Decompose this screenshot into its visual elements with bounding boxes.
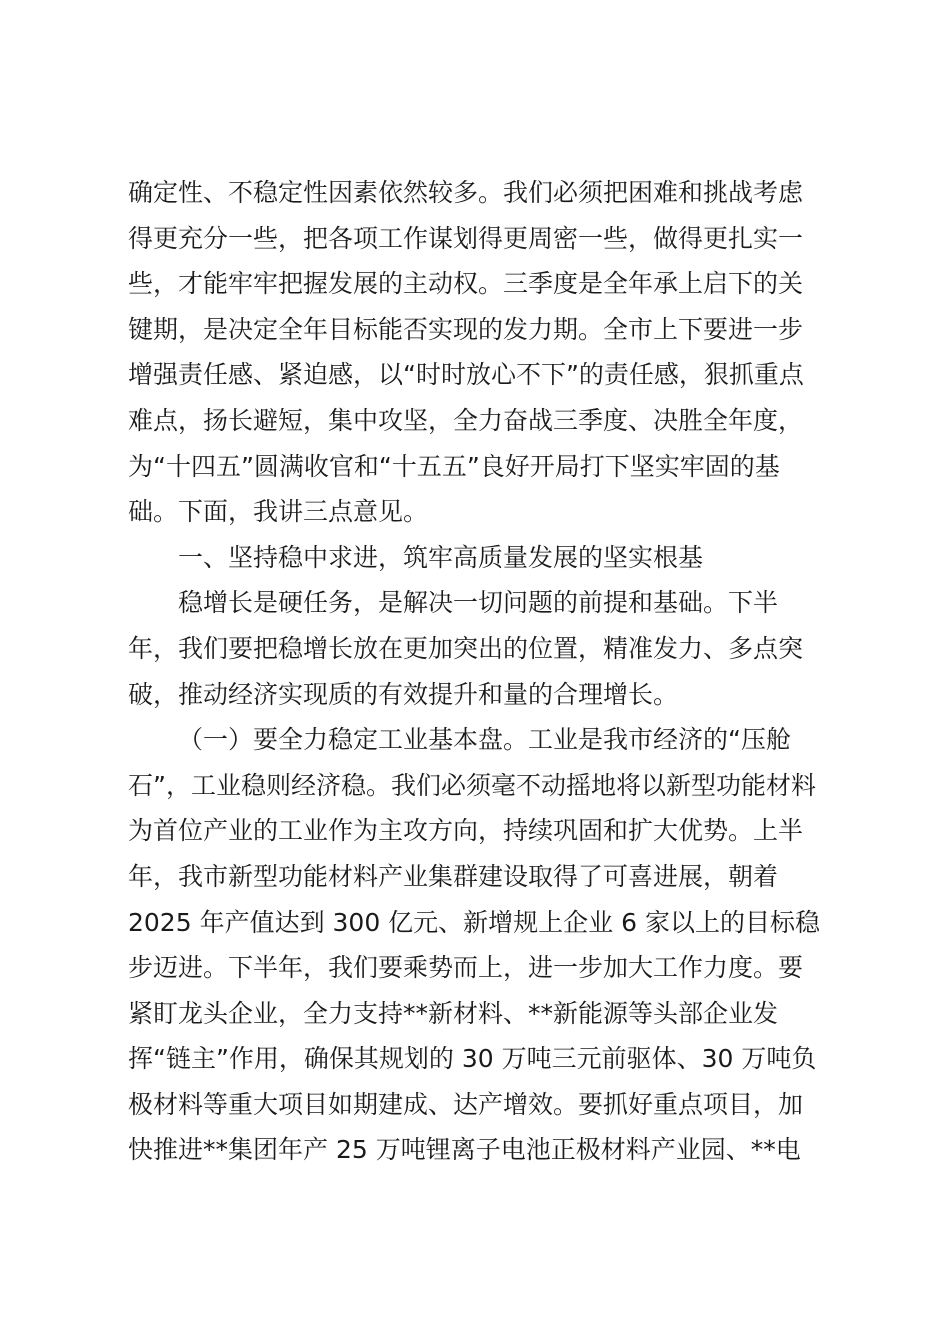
text-line: 得更充分一些，把各项工作谋划得更周密一些，做得更扎实一 bbox=[128, 223, 804, 253]
text-line: 年，我们要把稳增长放在更加突出的位置，精准发力、多点突 bbox=[128, 633, 804, 663]
text-line: 快推进**集团年产 25 万吨锂离子电池正极材料产业园、**电 bbox=[128, 1135, 801, 1165]
text-line: 难点，扬长避短，集中攻坚，全力奋战三季度、决胜全年度， bbox=[128, 405, 804, 435]
text-line: 键期，是决定全年目标能否实现的发力期。全市上下要进一步 bbox=[128, 314, 804, 344]
text-line: 为首位产业的工业作为主攻方向，持续巩固和扩大优势。上半 bbox=[128, 816, 804, 846]
text-line: 增强责任感、紧迫感，以“时时放心不下”的责任感，狠抓重点 bbox=[128, 360, 804, 390]
text-line: 极材料等重大项目如期建成、达产增效。要抓好重点项目，加 bbox=[128, 1089, 804, 1119]
document-body bbox=[128, 170, 828, 1173]
text-line: 破，推动经济实现质的有效提升和量的合理增长。 bbox=[128, 679, 679, 709]
text-line: 确定性、不稳定性因素依然较多。我们必须把困难和挑战考虑 bbox=[128, 178, 804, 207]
text-line: 紧盯龙头企业，全力支持**新材料、**新能源等头部企业发 bbox=[128, 998, 779, 1028]
text-line: 年，我市新型功能材料产业集群建设取得了可喜进展，朝着 bbox=[128, 861, 779, 891]
text-line: 石”，工业稳则经济稳。我们必须毫不动摇地将以新型功能材料 bbox=[128, 770, 816, 800]
subsection-line: （一）要全力稳定工业基本盘。工业是我市经济的“压舱 bbox=[178, 725, 791, 755]
text-line: 挥“链主”作用，确保其规划的 30 万吨三元前驱体、30 万吨负 bbox=[128, 1044, 817, 1074]
text-line: 为“十四五”圆满收官和“十五五”良好开局打下坚实牢固的基 bbox=[128, 451, 780, 481]
text-line: 2025 年产值达到 300 亿元、新增规上企业 6 家以上的目标稳 bbox=[128, 907, 820, 937]
text-line: 稳增长是硬任务，是解决一切问题的前提和基础。下半 bbox=[178, 588, 779, 618]
text-line: 步迈进。下半年，我们要乘势而上，进一步加大工作力度。要 bbox=[128, 953, 804, 983]
section-heading: 一、坚持稳中求进，筑牢高质量发展的坚实根基 bbox=[178, 542, 704, 572]
text-line: 些，才能牢牢把握发展的主动权。三季度是全年承上启下的关 bbox=[128, 269, 804, 299]
text-line: 础。下面，我讲三点意见。 bbox=[128, 497, 429, 527]
